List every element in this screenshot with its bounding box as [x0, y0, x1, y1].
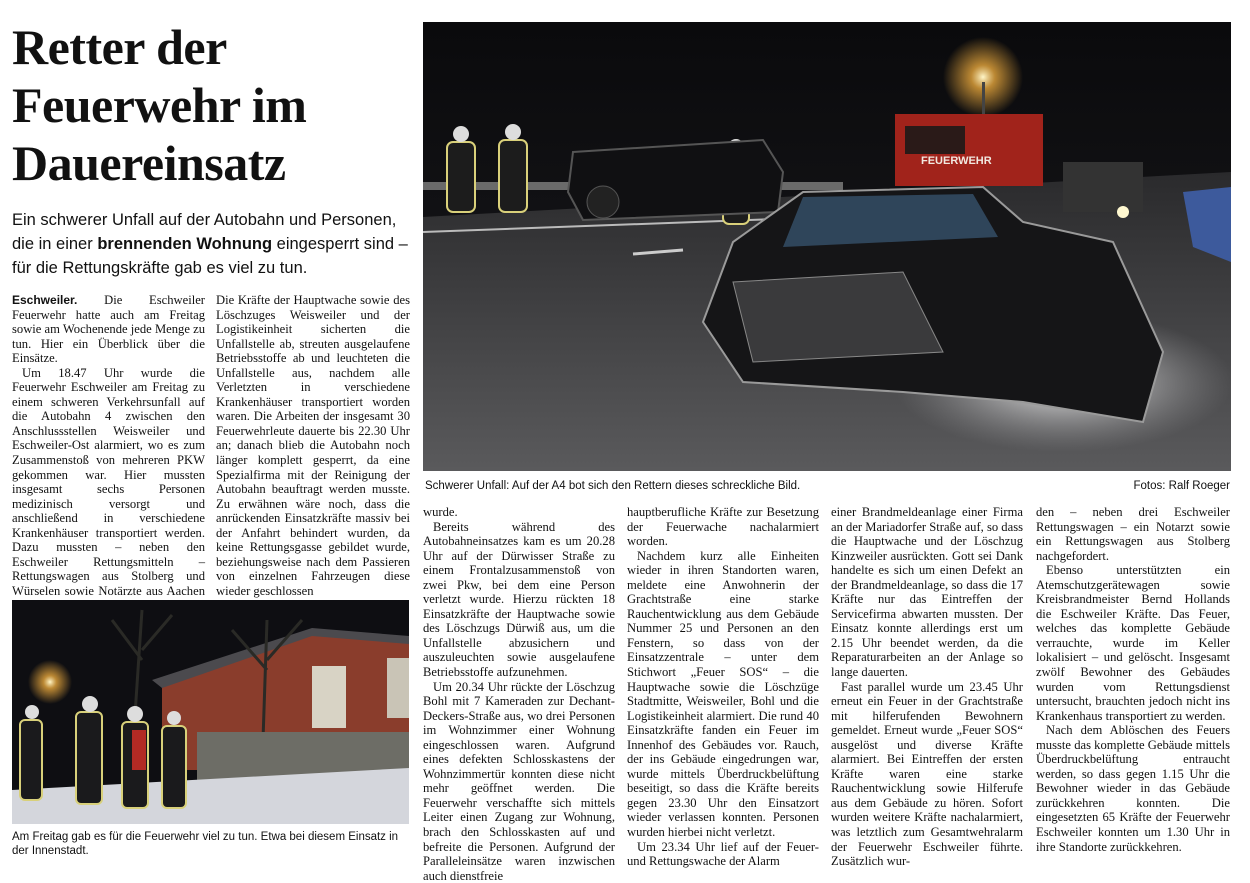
article-column-2: [216, 293, 410, 598]
paragraph: Fast parallel wurde um 23.45 Uhr erneut ein Feuer in der Grachtstraße mit hilferufenden Bewohnern gemeldet. Erneut wurde „Feuer SOS“ ausgelöst und diverse Kräfte alarmiert. Bei Eintreffen der ersten Kräfte waren eine starke Rauchentwicklung sowie Hilferufe aus dem Gebäude zu hören. Sofort wurden weitere Kräfte nachalarmiert, was letztlich zum Gesamtwehralarm der Feuerwehr Eschweiler führte. Zusätzlich wur-: [831, 679, 1023, 869]
main-photo-accident: [423, 22, 1231, 471]
deck-text-1: Ein schwerer Unfall auf der Autobahn und Personen, die in einer: [12, 211, 397, 253]
main-photo-caption: Schwerer Unfall: Auf der A4 bot sich den Rettern dieses schreckliche Bild.: [425, 480, 801, 492]
small-photo-innenstadt: [12, 600, 409, 824]
accident-scene-image: [423, 22, 1231, 471]
dateline: Eschweiler.: [12, 293, 78, 307]
paragraph: [12, 293, 205, 366]
photo-credit: Fotos: Ralf Roeger: [1133, 480, 1230, 492]
article-column-1: [12, 293, 205, 613]
innenstadt-scene-image: [12, 600, 409, 824]
small-photo-caption: Am Freitag gab es für die Feuerwehr viel zu tun. Etwa bei diesem Einsatz in der Innenstadt.: [12, 831, 399, 857]
paragraph: Um 23.34 Uhr lief auf der Feuer- und Rettungswache der Alarm: [627, 839, 819, 869]
paragraph: einer Brandmeldeanlage einer Firma an der Mariadorfer Straße auf, so dass die Hauptwache und der Löschzug Kinzweiler ausrückten. Gott sei Dank handelte es sich um einen Defekt an der Brandmeldeanlage, so dass die 17 Kräfte nur das Eintreffen der Servicefirma abwarten mussten. Der Einsatz konnte allerdings erst um 2.15 Uhr beendet werden, da die Reparaturarbeiten an der Anlage so lange dauerten.: [831, 505, 1023, 680]
paragraph: Nach dem Ablöschen des Feuers musste das komplette Gebäude mittels Überdruckbelüftung entraucht werden, so dass gegen 1.15 Uhr die Bewohner wieder in das Gebäude zurückkehren konnten. Die eingesetzten 65 Kräfte der Feuerwehr Eschweiler konnten um 1.30 Uhr in ihre Standorte zurückkehren.: [1036, 723, 1230, 854]
paragraph: wurde.: [423, 505, 458, 519]
paragraph: Ebenso unterstützten ein Atemschutzgerätewagen sowie Kreisbrandmeister Bernd Hollands die Eschweiler Kräfte. Das Feuer, welches das komplette Gebäude verrauchte, wurde im Keller lokalisiert – und gelöscht. Insgesamt zwölf Bewohner des Gebäudes wurden vom Rettungsdienst untersucht, brauchten jedoch nicht ins Krankenhaus transportiert zu werden.: [1036, 563, 1230, 723]
article-column-3: [423, 505, 615, 883]
paragraph: Um 18.47 Uhr wurde die Feuerwehr Eschweiler am Freitag zu einem schweren Verkehrsunfall auf die Autobahn 4 zwischen den Anschlussstellen Weisweiler und Eschweiler-Ost alarmiert, wo es zum Zusammenstoß von mehreren PKW gekommen war. Hier mussten insgesamt sechs Personen medizinisch versorgt und anschließend in verschiedene Krankenhäuser transportiert werden. Dazu mussten – neben den Eschweiler Rettungsmitteln – Rettungswagen aus Stolberg und Würselen sowie Notärzte aus Aachen: [12, 365, 205, 598]
deck: [12, 208, 414, 280]
article-column-4: [627, 505, 819, 869]
paragraph: Bereits während des Autobahneinsatzes kam es um 20.28 Uhr auf der Dürwisser Straße zu einem Frontalzusammenstoß von zwei Pkw, bei dem eine Person verletzt wurde. Hierzu rückten 18 Einsatzkräfte der Hauptwache sowie des Löschzugs Dürwiß aus, um die Unfallstelle abzusichern und auszuleuchten sowie ausgelaufene Betriebsstoffe aufzunehmen.: [423, 519, 615, 680]
deck-bold: brennenden Wohnung: [97, 235, 273, 253]
deck-text-2: eingesperrt sind – für die Rettungskräfte gab es viel zu tun.: [12, 235, 408, 277]
article-column-5: [831, 505, 1023, 869]
article-column-6: [1036, 505, 1230, 854]
paragraph: Die Kräfte der Hauptwache sowie des Löschzuges Weisweiler und der Logistikeinheit sicherten die Unfallstelle ab, streuten ausgelaufene Betriebsstoffe ab und leuchteten die Unfallstelle aus, nachdem alle Verletzten in verschiedene Krankenhäuser transportiert worden waren. Die Arbeiten der insgesamt 30 Feuerwehrleute dauerte bis 22.30 Uhr an; danach blieb die Autobahn noch länger komplett gesperrt, da eine Spezialfirma mit der Reinigung der Autobahn beauftragt werden musste. Zu erwähnen wäre noch, dass die anrückenden Einsatzkräfte massiv bei der Anfahrt behindert wurden, da keine Rettungsgasse gebildet wurde, beziehungsweise nach dem Passieren von einzelnen Fahrzeugen diese wieder geschlossen: [216, 293, 410, 598]
paragraph: Nachdem kurz alle Einheiten wieder in ihren Standorten waren, meldete eine Anwohnerin der Grachtstraße eine starke Rauchentwicklung aus dem Gebäude Nummer 25 und Personen an den Fenstern, so dass von der Einsatzzentrale – unter dem Stichwort „Feuer SOS“ – die Hauptwache sowie die Löschzüge Stadtmitte, Weisweiler, Bohl und die Logistikeinheit alarmiert. Die rund 40 Einsatzkräfte fanden ein Feuer im Innenhof des Gebäudes vor. Rauch, der ins Gebäude eingedrungen war, wurde mittels Überdruckbelüftung beseitigt, so dass die Kräfte bereits gegen 23.30 Uhr den Einsatzort wieder verlassen konnten. Personen wurden hierbei nicht verletzt.: [627, 548, 819, 840]
truck-label: FEUERWEHR: [921, 155, 992, 167]
paragraph: Um 20.34 Uhr rückte der Löschzug Bohl mit 7 Kameraden zur Dechant-Deckers-Straße aus, wo drei Personen im Wohnzimmer einer Wohnung eingeschlossen waren. Aufgrund eines defekten Schlosskastens der Wohnzimmertür konnten diese nicht mehr geöffnet werden. Die Feuerwehr verschaffte sich mittels Leiter einen Zugang zur Wohnung, brach den Schlosskasten auf und befreite die Personen. Aufgrund der Paralleleinsätze waren inzwischen auch dienstfreie: [423, 679, 615, 883]
intro-text: Die Eschweiler Feuerwehr hatte auch am Freitag sowie am Wochenende jede Menge zu tun. Hier ein Überblick über die Einsätze.: [12, 293, 205, 366]
paragraph: den – neben drei Eschweiler Rettungswagen – ein Notarzt sowie ein Rettungswagen aus Stolberg nachgefordert.: [1036, 505, 1230, 563]
headline: Retter der Feuerwehr im Dauereinsatz: [12, 19, 307, 191]
paragraph: hauptberufliche Kräfte zur Besetzung der Feuerwache nachalarmiert worden.: [627, 505, 819, 549]
